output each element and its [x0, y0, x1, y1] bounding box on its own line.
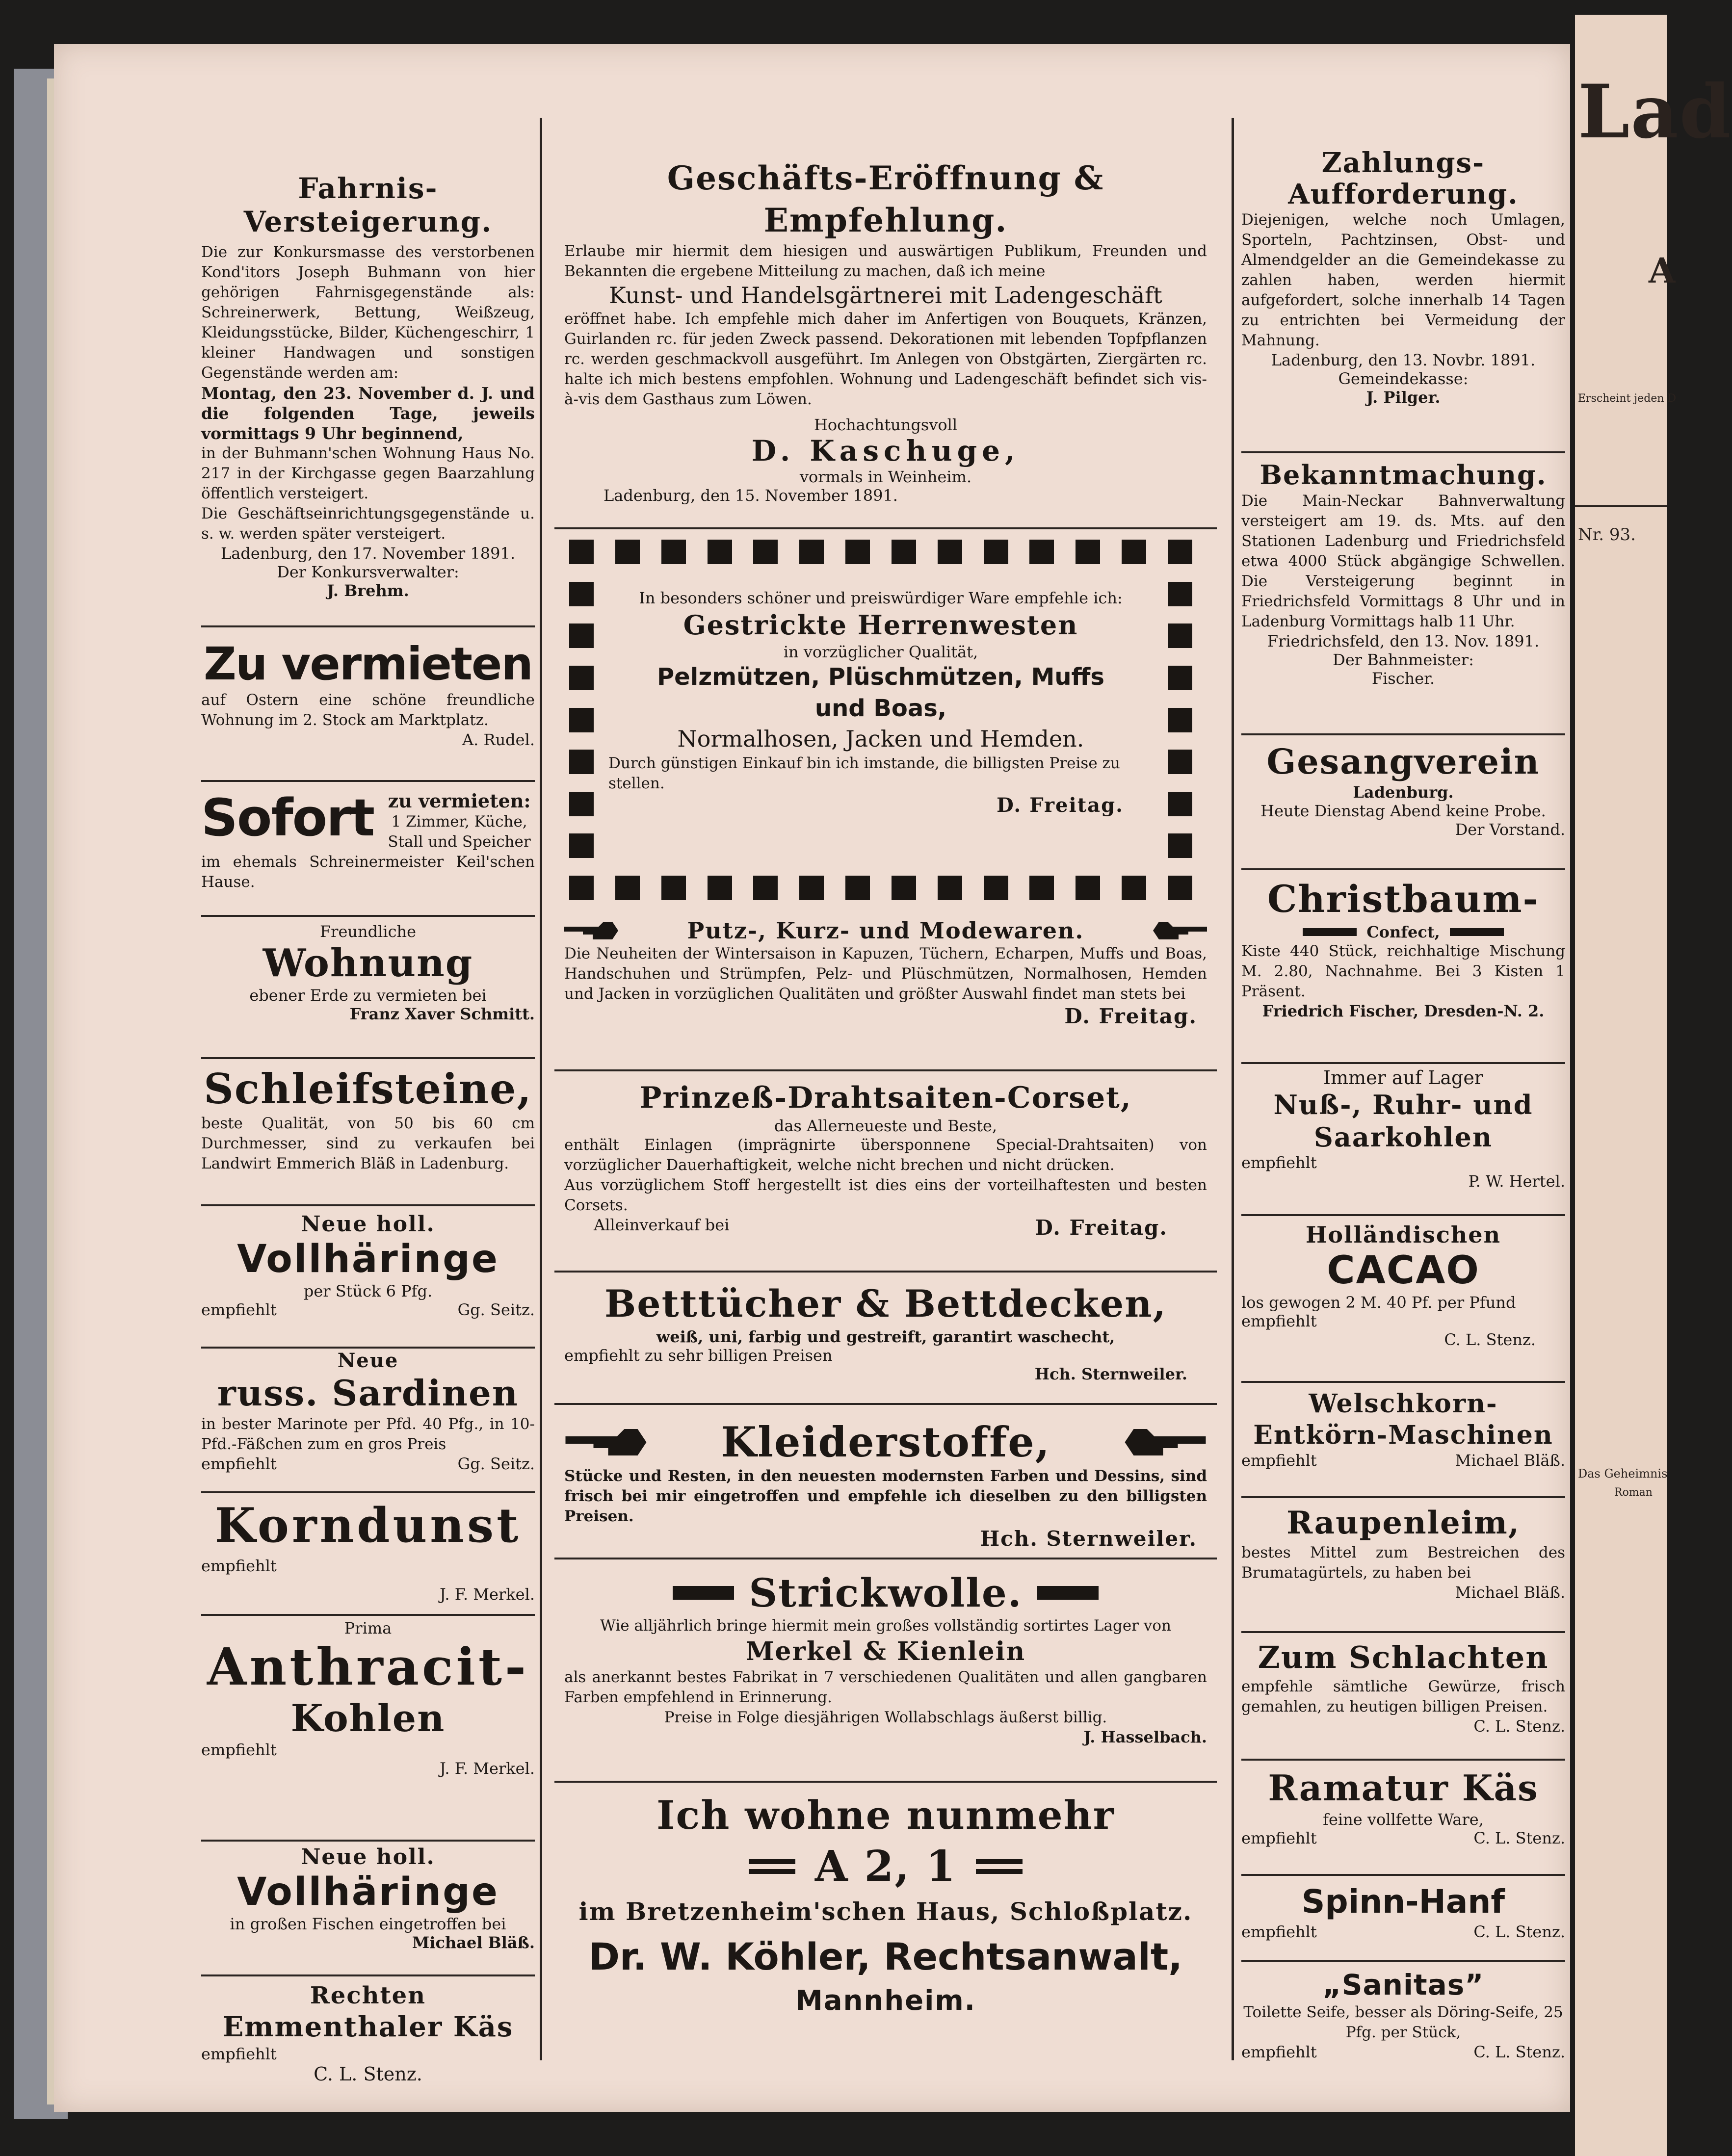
- san-left: empfiehlt: [1241, 2043, 1317, 2061]
- column-2-content: [554, 118, 1217, 2104]
- border-square: [708, 540, 732, 564]
- border-square: [984, 540, 1008, 564]
- edge-feuilleton: Das Geheimnis: [1578, 1467, 1668, 1481]
- bett-sig: Hch. Sternweiler.: [1034, 1365, 1187, 1383]
- kleiderstoffe-ad: [554, 1418, 1217, 1551]
- border-square: [1076, 876, 1100, 900]
- divider: [1241, 1631, 1565, 1633]
- vollhaeringe-1-ad: [201, 1212, 535, 1319]
- kleid-sig: Hch. Sternweiler.: [980, 1527, 1197, 1551]
- divider: [554, 1271, 1217, 1273]
- corset-body: enthält Einlagen (imprägnirte übersponnene Special-Drahtsaiten) von vorzüglicher Dauerhaftigkeit, welche nicht brechen und nicht drücken.: [564, 1136, 1207, 1174]
- strick-title: Strickwolle.: [749, 1570, 1023, 1616]
- zu-vermieten-sig: A. Rudel.: [462, 730, 535, 749]
- edge-subline: Erscheint jeden D: [1578, 392, 1677, 405]
- kleid-title: Kleiderstoffe,: [721, 1418, 1050, 1466]
- border-square: [1168, 666, 1192, 690]
- wohnung-sig: Franz Xaver Schmitt.: [349, 1005, 535, 1023]
- nuss-title-2: Saarkohlen: [1313, 1121, 1493, 1153]
- cacao-title: CACAO: [1327, 1248, 1480, 1293]
- border-square: [569, 582, 594, 606]
- christ-sub: Confect,: [1366, 923, 1440, 941]
- divider: [1241, 1214, 1565, 1216]
- korndunst-title: Korndunst: [214, 1498, 522, 1553]
- pointing-hand-icon: [564, 1428, 648, 1457]
- vollhaeringe-1-pre: Neue holl.: [301, 1212, 435, 1237]
- welsch-title: Welschkorn-: [1309, 1389, 1498, 1419]
- sofort-title: Sofort: [201, 788, 374, 848]
- ges-title: Gesangverein: [1266, 741, 1540, 782]
- koehler-line-2: A 2, 1: [814, 1842, 957, 1891]
- border-square: [799, 540, 824, 564]
- divider: [554, 1558, 1217, 1559]
- border-square: [892, 876, 916, 900]
- christbaum-ad: [1241, 876, 1565, 1020]
- putz-sig: D. Freitag.: [1064, 1004, 1197, 1028]
- korndunst-sig: J. F. Merkel.: [440, 1585, 535, 1604]
- box-body: Durch günstigen Einkauf bin ich imstande, die billigsten Preise zu stellen.: [608, 754, 1120, 792]
- zahl-title: Zahlungs-: [1321, 147, 1485, 179]
- fahrnis-title: Fahrnis-Versteigerung.: [243, 172, 493, 238]
- rule-bar: [673, 1586, 734, 1600]
- corset-excl: Alleinverkauf bei: [594, 1216, 730, 1234]
- christ-body: Kiste 440 Stück, reichhaltige Mischung M. 2.80, Nachnahme. Bei 3 Kisten 1 Präsent.: [1241, 942, 1565, 1000]
- double-rule: [976, 1859, 1023, 1874]
- koehler-line-4: Dr. W. Köhler, Rechtsanwalt,: [588, 1935, 1183, 1978]
- schl-body: empfehle sämtliche Gewürze, frisch gemahlen, zu heutigen billigen Preisen.: [1241, 1678, 1565, 1715]
- border-square: [569, 792, 594, 816]
- border-square: [1122, 540, 1146, 564]
- schl-sig: C. L. Stenz.: [1473, 1717, 1565, 1736]
- corset-body-2: Aus vorzüglichem Stoff hergestellt ist dies eins der vorteilhaftesten und besten Corsets.: [564, 1176, 1207, 1214]
- border-square: [1122, 876, 1146, 900]
- fahrnis-name: J. Brehm.: [327, 581, 409, 600]
- rule-bar: [1450, 928, 1504, 936]
- border-square: [615, 876, 640, 900]
- nuss-pre: Immer auf Lager: [1323, 1067, 1483, 1089]
- vollhaeringe-1-title: Vollhäringe: [237, 1237, 499, 1281]
- welschkorn-ad: [1241, 1388, 1565, 1470]
- border-square: [845, 540, 870, 564]
- strick-body-3: Preise in Folge diesjährigen Wollabschlags äußerst billig.: [664, 1709, 1107, 1726]
- sanitas-ad: [1241, 1967, 1565, 2061]
- facing-page-edge: [1575, 15, 1732, 2156]
- ramatur-ad: [1241, 1766, 1565, 1847]
- edge-masthead-2: A: [1649, 250, 1677, 291]
- putz-title: Putz-, Kurz- und Modewaren.: [687, 917, 1084, 944]
- box-sig: D. Freitag.: [997, 794, 1124, 817]
- border-square: [1168, 833, 1192, 858]
- border-square: [708, 876, 732, 900]
- newspaper-page: [54, 44, 1570, 2112]
- zu-vermieten-body: auf Ostern eine schöne freundliche Wohnung im 2. Stock am Marktplatz.: [201, 691, 535, 729]
- box-intro: In besonders schöner und preiswürdiger Ware empfehle ich:: [639, 589, 1123, 607]
- fahrnis-ad: [201, 172, 535, 600]
- column-1-content: [201, 118, 535, 2104]
- koehler-line-1: Ich wohne nunmehr: [656, 1792, 1115, 1838]
- korndunst-ad: [201, 1499, 535, 1604]
- wohnung-ad: [201, 922, 535, 1023]
- box-line-3: Pelzmützen, Plüschmützen, Muffs: [657, 663, 1104, 691]
- bett-body-2: empfiehlt zu sehr billigen Preisen: [564, 1346, 833, 1365]
- anthracit-title-2: Kohlen: [290, 1696, 446, 1740]
- border-square: [1168, 582, 1192, 606]
- edge-issue-number: Nr. 93.: [1578, 525, 1636, 545]
- pointing-hand-icon: [1124, 1428, 1207, 1457]
- border-square: [569, 666, 594, 690]
- corset-sub: das Allerneueste und Beste,: [774, 1117, 997, 1135]
- cacao-body: los gewogen 2 M. 40 Pf. per Pfund: [1241, 1293, 1516, 1312]
- cacao-left: empfiehlt: [1241, 1312, 1317, 1330]
- emmenthaler-ad: [201, 1982, 535, 2085]
- welsch-sig: Michael Bläß.: [1455, 1451, 1565, 1470]
- box-line-5: Normalhosen, Jacken und Hemden.: [677, 726, 1084, 752]
- divider: [554, 1403, 1217, 1405]
- sardinen-pre: Neue: [337, 1349, 399, 1372]
- anthracit-ad: [201, 1619, 535, 1778]
- vollhaeringe-2-pre: Neue holl.: [301, 1844, 435, 1870]
- divider: [201, 1840, 535, 1842]
- border-square: [892, 540, 916, 564]
- ram-sig: C. L. Stenz.: [1473, 1829, 1565, 1847]
- strickwolle-ad: [554, 1570, 1217, 1746]
- edge-rule: [1575, 505, 1667, 507]
- zahl-body: Diejenigen, welche noch Umlagen, Sporteln, Pachtzinsen, Obst- und Almendgelder an die Gemeindekasse zu zahlen haben, werden hiermit aufgefordert, solche innerhalb 14 Tagen zu entrichten bei Vermeidung der Mahnung.: [1241, 211, 1565, 349]
- ram-body: feine vollfette Ware,: [1323, 1810, 1484, 1829]
- fahrnis-body: Die zur Konkursmasse des verstorbenen Kond'itors Joseph Buhmann von hier gehörigen Fahrnisgegenstände als: Schreinerwerk, Bettung, Weißzeug, Kleidungsstücke, Bilder, Küchengeschirr, 1 kleiner Handwagen und sonstigen Gegenstände werden am:: [201, 243, 535, 382]
- emmenthaler-title: Emmenthaler Käs: [222, 2011, 514, 2043]
- column-3-content: [1241, 118, 1565, 2104]
- anthracit-sig: J. F. Merkel.: [440, 1759, 535, 1778]
- cacao-ad: [1241, 1221, 1565, 1349]
- raup-sig: Michael Bläß.: [1455, 1583, 1565, 1602]
- strick-brand: Merkel & Kienlein: [745, 1636, 1026, 1666]
- divider: [1241, 868, 1565, 870]
- betttuecher-ad: [554, 1280, 1217, 1383]
- edge-roman: Roman: [1614, 1486, 1653, 1499]
- double-rule: [749, 1859, 795, 1874]
- wohnung-pre: Freundliche: [319, 922, 417, 941]
- vollhaeringe-1-body: per Stück 6 Pfg.: [303, 1282, 433, 1300]
- schl-title: Zum Schlachten: [1258, 1639, 1549, 1675]
- border-square: [1168, 876, 1192, 900]
- divider: [1241, 1759, 1565, 1761]
- cacao-pre: Holländischen: [1305, 1221, 1501, 1248]
- geschaefts-greet: Hochachtungsvoll: [814, 416, 958, 434]
- corset-ad: [554, 1079, 1217, 1240]
- emmenthaler-left: empfiehlt: [201, 2045, 277, 2063]
- fahrnis-date: Montag, den 23. November d. J. und die folgenden Tage, jeweils vormittags 9 Uhr beginnend,: [201, 384, 535, 443]
- border-square: [569, 833, 594, 858]
- geschaefts-body-2: eröffnet habe. Ich empfehle mich daher im Anfertigen von Bouquets, Kränzen, Guirlanden rc. für jeden Zweck passend. Dekorationen mit lebenden Topfpflanzen rc. werden geschmackvoll ausgeführt. Im Anlegen von Obstgärten, Ziergärten rc. halte ich mich bestens empfohlen. Wohnung und Ladengeschäft befindet sich vis-à-vis dem Gasthaus zum Löwen.: [564, 310, 1207, 408]
- divider: [201, 1347, 535, 1349]
- border-square: [1168, 750, 1192, 774]
- border-square: [938, 876, 962, 900]
- strick-body: Wie alljährlich bringe hiermit mein großes vollständig sortirtes Lager von: [600, 1617, 1171, 1635]
- kohlen-ad: [1241, 1067, 1565, 1191]
- border-square: [1029, 540, 1054, 564]
- raup-title: Raupenleim,: [1286, 1505, 1520, 1541]
- border-square: [615, 540, 640, 564]
- anthracit-left: empfiehlt: [201, 1740, 277, 1759]
- zahl-role: Gemeindekasse:: [1338, 369, 1469, 388]
- border-square: [569, 876, 594, 900]
- rule-bar: [1037, 1586, 1099, 1600]
- sofort-body: 1 Zimmer, Küche, Stall und Speicher: [388, 813, 531, 851]
- border-square: [984, 876, 1008, 900]
- zu-vermieten-title: Zu vermieten: [204, 638, 532, 690]
- zahlungs-ad: [1241, 147, 1565, 407]
- sardinen-title: russ. Sardinen: [217, 1372, 519, 1414]
- zu-vermieten-ad: [201, 638, 535, 749]
- border-square: [661, 540, 686, 564]
- sofort-ad: [201, 790, 535, 892]
- border-square: [938, 540, 962, 564]
- column-rule-left: [540, 118, 542, 2060]
- sardinen-left: empfiehlt: [201, 1455, 277, 1473]
- strick-sig: J. Hasselbach.: [1083, 1728, 1207, 1746]
- nuss-left: empfiehlt: [1241, 1153, 1317, 1172]
- emmenthaler-sig: C. L. Stenz.: [314, 2063, 422, 2085]
- koehler-ad: [554, 1791, 1217, 2018]
- rule-bar: [1303, 928, 1357, 936]
- border-square: [569, 623, 594, 648]
- cacao-sig: C. L. Stenz.: [1444, 1330, 1536, 1349]
- border-square: [1076, 540, 1100, 564]
- divider: [1241, 733, 1565, 735]
- geschaefts-date: Ladenburg, den 15. November 1891.: [604, 486, 898, 505]
- divider: [1241, 451, 1565, 453]
- border-square: [1168, 540, 1192, 564]
- edge-masthead: Lad: [1578, 69, 1732, 155]
- box-line-1: Gestrickte Herrenwesten: [683, 609, 1078, 641]
- ges-sub: Ladenburg.: [1353, 783, 1454, 802]
- border-square: [1168, 623, 1192, 648]
- ges-body: Heute Dienstag Abend keine Probe.: [1260, 802, 1546, 820]
- emmenthaler-pre: Rechten: [310, 1982, 426, 2009]
- vollhaeringe-2-title: Vollhäringe: [237, 1870, 499, 1914]
- bek-body: Die Main-Neckar Bahnverwaltung versteigert am 19. ds. Mts. auf den Stationen Ladenburg und Friedrichsfeld etwa 4000 Stück abgängige Schwellen. Die Versteigerung beginnt in Friedrichsfeld Vormittags 8 Uhr und in Ladenburg Vormittags halb 11 Uhr.: [1241, 492, 1565, 630]
- nuss-sig: P. W. Hertel.: [1468, 1172, 1565, 1191]
- zahl-sig: J. Pilger.: [1366, 388, 1441, 407]
- bek-sig: Fischer.: [1371, 669, 1435, 688]
- box-line-2: in vorzüglicher Qualität,: [783, 643, 978, 661]
- san-body: Toilette Seife, besser als Döring-Seife, 25 Pfg. per Stück,: [1243, 2003, 1563, 2041]
- border-square: [569, 708, 594, 732]
- sardinen-body: in bester Marinote per Pfd. 40 Pfg., in 10-Pfd.-Fäßchen zum en gros Preis: [201, 1415, 535, 1453]
- welsch-left: empfiehlt: [1241, 1451, 1317, 1470]
- kleid-body: Stücke und Resten, in den neuesten modernsten Farben und Dessins, sind frisch bei mir eingetroffen und empfehle ich dieselben zu den billigsten Preisen.: [564, 1467, 1207, 1525]
- san-title: „Sanitas”: [1322, 1968, 1484, 2001]
- koehler-line-3: im Bretzenheim'schen Haus, Schloßplatz.: [578, 1897, 1193, 1926]
- bek-date: Friedrichsfeld, den 13. Nov. 1891.: [1267, 632, 1540, 650]
- spinn-left: empfiehlt: [1241, 1922, 1317, 1941]
- fahrnis-place: Ladenburg, den 17. November 1891.: [221, 544, 515, 563]
- border-square: [569, 540, 594, 564]
- ges-sig: Der Vorstand.: [1455, 820, 1565, 839]
- pointing-hand-icon: [1153, 921, 1207, 940]
- corset-title: Prinzeß-Drahtsaiten-Corset,: [639, 1081, 1132, 1115]
- geschaefts-big: Kunst- und Handelsgärtnerei mit Ladengeschäft: [609, 282, 1162, 309]
- vollhaeringe-2-sig: Michael Bläß.: [412, 1933, 535, 1952]
- geschaefts-name: D. Kaschuge,: [751, 434, 1020, 468]
- geschaefts-body: Erlaube mir hiermit dem hiesigen und auswärtigen Publikum, Freunden und Bekannten die ergebene Mitteilung zu machen, daß ich meine: [564, 242, 1207, 280]
- ram-title: Ramatur Käs: [1268, 1767, 1539, 1809]
- divider: [554, 1781, 1217, 1783]
- divider: [201, 1614, 535, 1616]
- vollhaeringe-1-sig: Gg. Seitz.: [457, 1300, 535, 1319]
- divider: [554, 1069, 1217, 1071]
- christ-title: Christbaum-: [1267, 877, 1540, 921]
- border-square: [753, 540, 778, 564]
- freitag-box-ad: [569, 540, 1192, 900]
- border-square: [753, 876, 778, 900]
- schleifsteine-ad: [201, 1065, 535, 1174]
- sofort-body-2: im ehemals Schreinermeister Keil'schen Hause.: [201, 853, 535, 891]
- divider: [1241, 1960, 1565, 1962]
- sardinen-ad: [201, 1349, 535, 1473]
- ram-left: empfiehlt: [1241, 1829, 1317, 1847]
- divider: [1241, 1062, 1565, 1064]
- welsch-title-2: Entkörn-Maschinen: [1253, 1420, 1553, 1450]
- vollhaeringe-2-ad: [201, 1844, 535, 1952]
- christ-sig: Friedrich Fischer, Dresden-N. 2.: [1262, 1002, 1545, 1020]
- strick-body-2: als anerkannt bestes Fabrikat in 7 verschiedenen Qualitäten und allen gangbaren Farben empfehlend in Erinnerung.: [564, 1668, 1207, 1706]
- column-rule-right: [1232, 118, 1234, 2060]
- geschaefts-former: vormals in Weinheim.: [799, 468, 972, 486]
- schleifsteine-title: Schleifsteine,: [204, 1065, 532, 1113]
- koehler-line-5: Mannheim.: [795, 1985, 976, 2017]
- anthracit-title: Anthracit-: [207, 1636, 529, 1697]
- border-square: [569, 750, 594, 774]
- geschaefts-eroeffnung-ad: [554, 157, 1217, 505]
- box-line-4: und Boas,: [814, 695, 947, 722]
- vollhaeringe-1-left: empfiehlt: [201, 1300, 277, 1319]
- sardinen-sig: Gg. Seitz.: [457, 1455, 535, 1473]
- divider: [201, 1204, 535, 1206]
- zahl-title-2: Aufforderung.: [1288, 178, 1519, 210]
- divider: [201, 625, 535, 627]
- putz-ad: [554, 917, 1217, 1028]
- bekanntmachung-ad: [1241, 459, 1565, 688]
- divider: [201, 915, 535, 917]
- gesangverein-ad: [1241, 741, 1565, 839]
- border-square: [1168, 792, 1192, 816]
- divider: [201, 1057, 535, 1059]
- spinn-title: Spinn-Hanf: [1301, 1883, 1505, 1921]
- divider: [201, 1491, 535, 1493]
- sofort-sub: zu vermieten:: [388, 790, 531, 812]
- korndunst-left: empfiehlt: [201, 1557, 277, 1575]
- divider: [554, 527, 1217, 529]
- bett-body: weiß, uni, farbig und gestreift, garantirt waschecht,: [656, 1327, 1115, 1346]
- raupenleim-ad: [1241, 1504, 1565, 1602]
- schlachten-ad: [1241, 1638, 1565, 1736]
- divider: [1241, 1874, 1565, 1876]
- putz-body: Die Neuheiten der Wintersaison in Kapuzen, Tüchern, Echarpen, Muffs und Boas, Handschuhen und Strümpfen, Pelz- und Plüschmützen, Normalhosen, Hemden und Jacken in vorzüglichen Qualitäten und größter Auswahl findet man stets bei: [564, 945, 1207, 1003]
- anthracit-pre: Prima: [344, 1619, 392, 1637]
- schleifsteine-body: beste Qualität, von 50 bis 60 cm Durchmesser, sind zu verkaufen bei Landwirt Emmerich Bläß in Ladenburg.: [201, 1115, 535, 1172]
- fahrnis-role: Der Konkursverwalter:: [277, 563, 459, 581]
- wohnung-body: ebener Erde zu vermieten bei: [249, 986, 487, 1005]
- corset-sig: D. Freitag.: [1035, 1216, 1168, 1240]
- bek-title: Bekanntmachung.: [1260, 459, 1547, 491]
- raup-body: bestes Mittel zum Bestreichen des Brumatagürtels, zu haben bei: [1241, 1544, 1565, 1582]
- spinn-sig: C. L. Stenz.: [1473, 1922, 1565, 1941]
- border-square: [1029, 876, 1054, 900]
- geschaefts-title: Geschäfts-Eröffnung & Empfehlung.: [667, 159, 1104, 239]
- pointing-hand-icon: [564, 921, 618, 940]
- spinnhanf-ad: [1241, 1881, 1565, 1941]
- zahl-date: Ladenburg, den 13. Novbr. 1891.: [1271, 351, 1536, 369]
- divider: [1241, 1381, 1565, 1383]
- vollhaeringe-2-body: in großen Fischen eingetroffen bei: [230, 1915, 506, 1933]
- fahrnis-body-2: in der Buhmann'schen Wohnung Haus No. 217 in der Kirchgasse gegen Baarzahlung öffentlich versteigert.: [201, 444, 535, 502]
- border-square: [799, 876, 824, 900]
- bek-role: Der Bahnmeister:: [1333, 650, 1474, 669]
- wohnung-title: Wohnung: [262, 941, 473, 986]
- border-square: [1168, 708, 1192, 732]
- divider: [201, 1974, 535, 1976]
- bett-title: Betttücher & Bettdecken,: [604, 1282, 1167, 1325]
- divider: [201, 780, 535, 782]
- divider: [1241, 1496, 1565, 1498]
- san-sig: C. L. Stenz.: [1473, 2043, 1565, 2061]
- fahrnis-body-3: Die Geschäftseinrichtungsgegenstände u. s. w. werden später versteigert.: [201, 505, 535, 543]
- border-square: [661, 876, 686, 900]
- border-square: [845, 876, 870, 900]
- nuss-title: Nuß-, Ruhr- und: [1273, 1089, 1533, 1120]
